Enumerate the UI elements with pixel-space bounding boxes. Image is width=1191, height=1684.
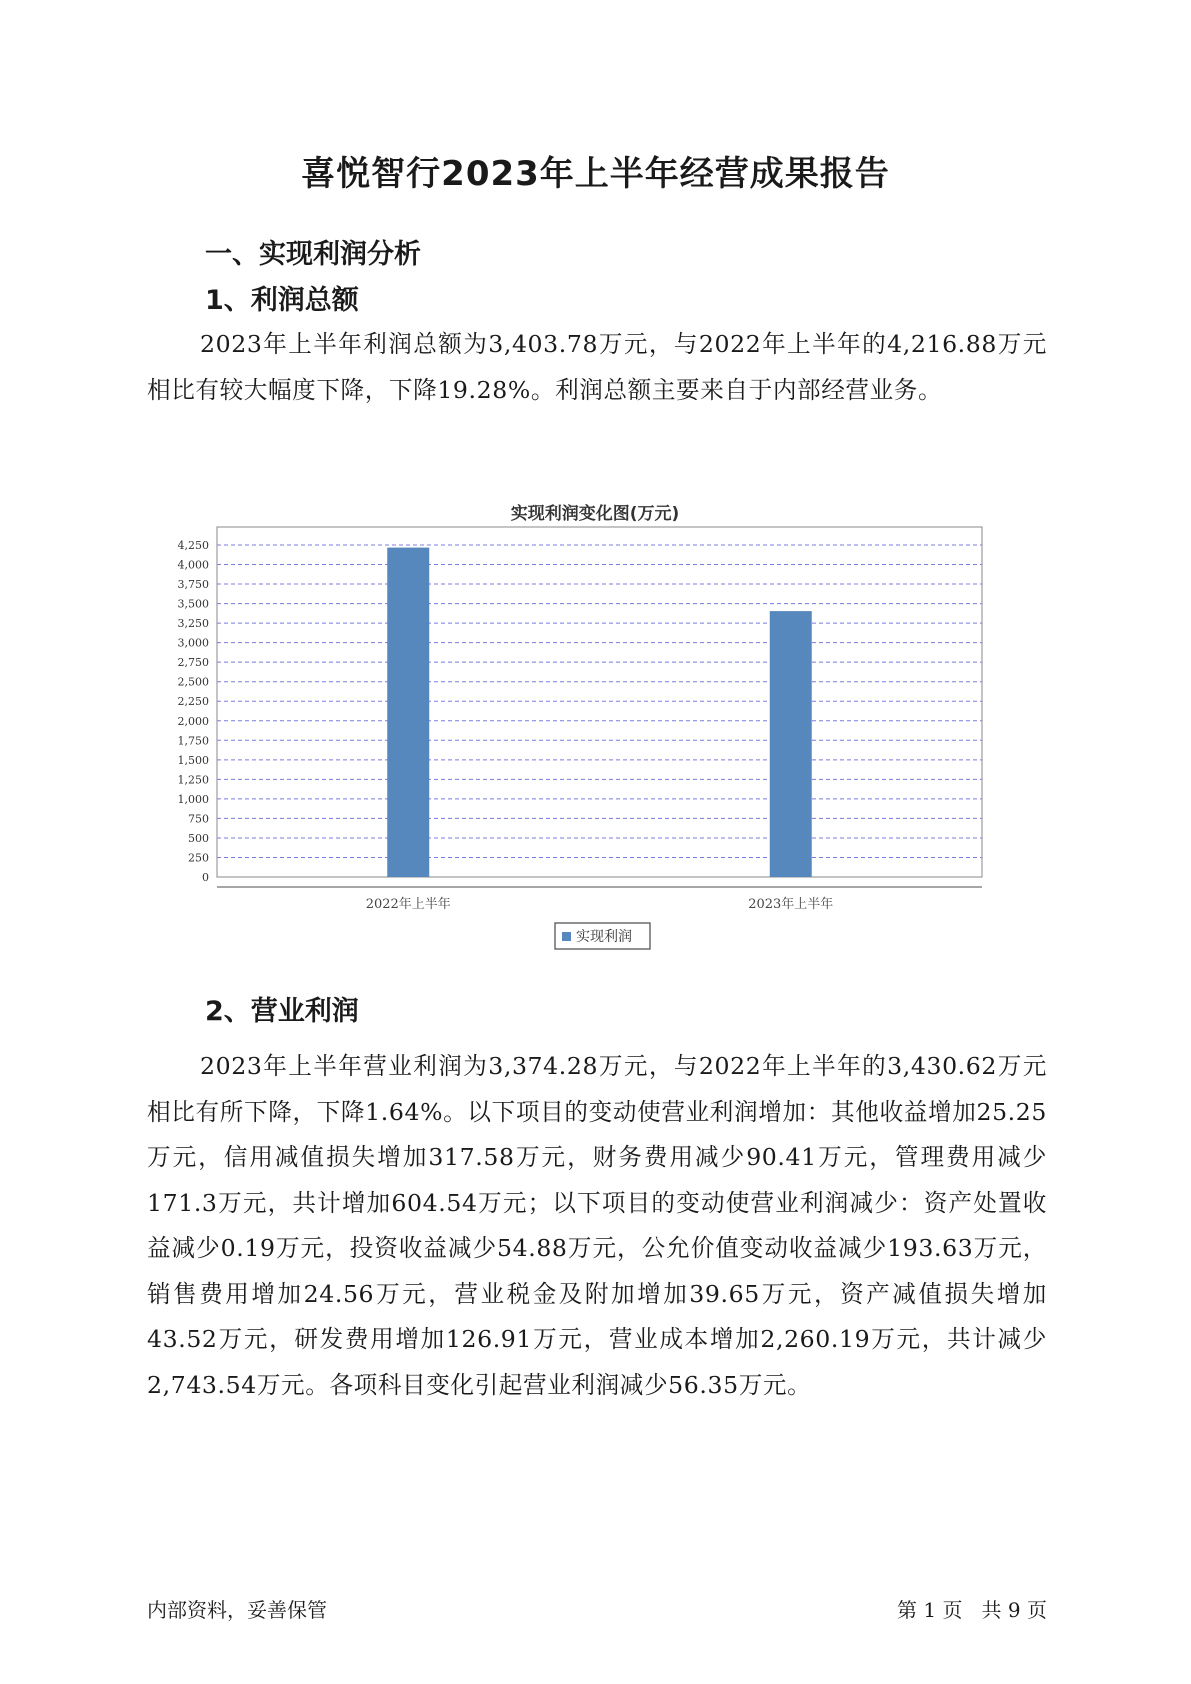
chart-y-tick-label: 0 xyxy=(202,871,209,884)
subsection-heading-operating-profit: 2、营业利润 xyxy=(205,996,359,1027)
chart-title: 实现利润变化图(万元) xyxy=(510,504,680,524)
chart-legend-label: 实现利润 xyxy=(576,929,632,945)
chart-y-tick-label: 3,500 xyxy=(177,597,209,611)
section-heading-profit-analysis: 一、实现利润分析 xyxy=(205,239,421,270)
paragraph-operating-profit: 2023年上半年营业利润为3,374.28万元，与2022年上半年的3,430.62万元相比有所下降，下降1.64%。以下项目的变动使营业利润增加：其他收益增加25.25万元，信用减值损失增加317.58万元，财务费用减少90.41万元，管理费用减少171.3万元，共计增加604.54万元；以下项目的变动使营业利润减少：资产处置收益减少0.19万元，投资收益减少54.88万元，公允价值变动收益减少193.63万元，销售费用增加24.56万元，营业税金及附加增加39.65万元，资产减值损失增加43.52万元，研发费用增加126.91万元，营业成本增加2,260.19万元，共计减少2,743.54万元。各项科目变化引起营业利润减少56.35万元。 xyxy=(147,1052,1047,1399)
chart-y-axis xyxy=(178,539,210,884)
chart-y-tick-label: 4,250 xyxy=(177,539,209,552)
chart-gridlines xyxy=(217,527,982,887)
chart-y-tick-label: 3,250 xyxy=(177,617,209,631)
chart-bars xyxy=(387,548,812,877)
chart-y-tick-label: 2,750 xyxy=(177,656,209,670)
chart-y-tick-label: 1,500 xyxy=(177,753,209,767)
chart-y-tick-label: 3,000 xyxy=(177,636,209,650)
chart-y-tick-label: 1,250 xyxy=(177,773,209,787)
footer-page-number: 第 1 页 共 9 页 xyxy=(897,1598,1047,1622)
paragraph-total-profit: 2023年上半年利润总额为3,403.78万元，与2022年上半年的4,216.88万元相比有较大幅度下降，下降19.28%。利润总额主要来自于内部经营业务。 xyxy=(147,330,1047,404)
chart-bar xyxy=(770,611,812,877)
profit-bar-chart xyxy=(150,495,1030,945)
chart-bar xyxy=(387,548,429,877)
chart-y-tick-label: 2,000 xyxy=(177,714,209,728)
chart-plot-frame xyxy=(217,527,982,877)
chart-legend xyxy=(555,923,650,949)
chart-y-tick-label: 2,500 xyxy=(177,675,209,689)
chart-y-tick-label: 1,000 xyxy=(177,792,209,806)
chart-y-tick-label: 500 xyxy=(188,831,209,845)
chart-y-tick-label: 4,000 xyxy=(177,558,209,572)
chart-y-tick-label: 3,750 xyxy=(177,578,209,592)
chart-x-tick-label: 2022年上半年 xyxy=(365,897,451,912)
chart-x-tick-label: 2023年上半年 xyxy=(748,897,834,912)
page-title: 喜悦智行2023年上半年经营成果报告 xyxy=(301,154,890,194)
chart-y-tick-label: 2,250 xyxy=(177,695,209,709)
subsection-heading-total-profit: 1、利润总额 xyxy=(205,285,359,316)
chart-y-tick-label: 1,750 xyxy=(177,734,209,748)
chart-legend-swatch xyxy=(562,932,571,941)
chart-y-tick-label: 750 xyxy=(188,812,209,826)
chart-y-tick-label: 250 xyxy=(188,851,209,865)
footer-confidential: 内部资料，妥善保管 xyxy=(147,1598,327,1622)
chart-x-axis xyxy=(366,896,834,912)
